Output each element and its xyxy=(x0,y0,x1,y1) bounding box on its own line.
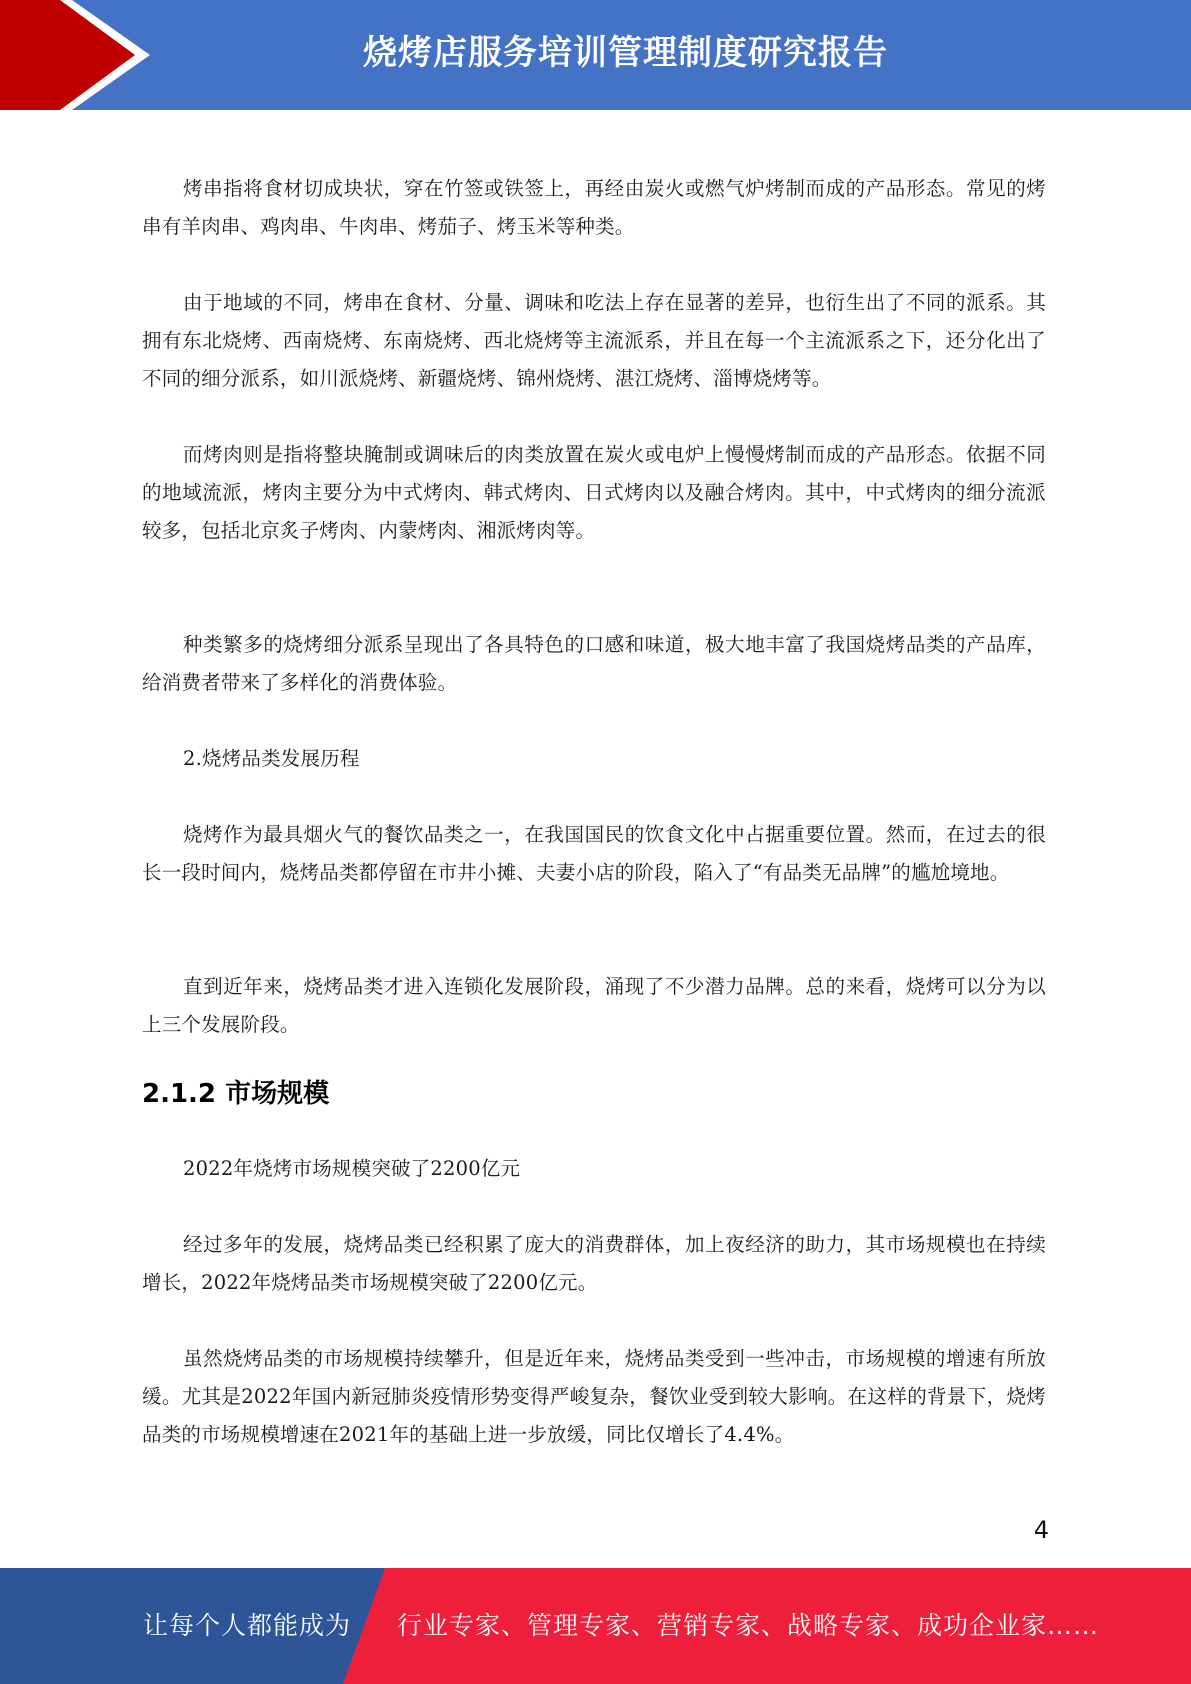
paragraph-growth-slowdown: 虽然烧烤品类的市场规模持续攀升，但是近年来，烧烤品类受到一些冲击，市场规模的增速有所放缓。尤其是2022年国内新冠肺炎疫情形势变得严峻复杂，餐饮业受到较大影响。在这样的背景下，烧烤品类的市场规模增速在2021年的基础上进一步放缓，同比仅增长了4.4%。 xyxy=(142,1347,1046,1446)
paragraph-skewers: 烤串指将食材切成块状，穿在竹签或铁签上，再经由炭火或燃气炉烤制而成的产品形态。常见的烤串有羊肉串、鸡肉串、牛肉串、烤茄子、烤玉米等种类。 xyxy=(142,177,1046,238)
page-number: 4 xyxy=(1033,1516,1049,1544)
paragraph-market-size-summary: 2022年烧烤市场规模突破了2200亿元 xyxy=(183,1157,521,1180)
footer-slogan-left: 让每个人都能成为 xyxy=(143,1611,352,1640)
header-banner xyxy=(0,0,1191,110)
paragraph-variety: 种类繁多的烧烤细分派系呈现出了各具特色的口感和味道，极大地丰富了我国烧烤品类的产品库，给消费者带来了多样化的消费体验。 xyxy=(142,633,1046,694)
paragraph-history: 烧烤作为最具烟火气的餐饮品类之一，在我国国民的饮食文化中占据重要位置。然而，在过去的很长一段时间内，烧烤品类都停留在市井小摊、夫妻小店的阶段，陷入了“有品类无品牌”的尴尬境地。 xyxy=(142,823,1046,884)
subsection-title: 2.烧烤品类发展历程 xyxy=(183,747,360,770)
section-heading: 2.1.2 市场规模 xyxy=(142,1079,330,1109)
paragraph-regional-styles: 由于地域的不同，烤串在食材、分量、调味和吃法上存在显著的差异，也衍生出了不同的派系。其拥有东北烧烤、西南烧烤、东南烧烤、西北烧烤等主流派系，并且在每一个主流派系之下，还分化出了不同的细分派系，如川派烧烤、新疆烧烤、锦州烧烤、湛江烧烤、淄博烧烤等。 xyxy=(142,291,1046,390)
footer-slogan-right: 行业专家、管理专家、营销专家、战略专家、成功企业家…… xyxy=(397,1611,1100,1640)
footer-banner xyxy=(0,1568,1191,1684)
paragraph-market-growth: 经过多年的发展，烧烤品类已经积累了庞大的消费群体，加上夜经济的助力，其市场规模也在持续增长，2022年烧烤品类市场规模突破了2200亿元。 xyxy=(142,1233,1046,1294)
paragraph-grilled-meat: 而烤肉则是指将整块腌制或调味后的肉类放置在炭火或电炉上慢慢烤制而成的产品形态。依据不同的地域流派，烤肉主要分为中式烤肉、韩式烤肉、日式烤肉以及融合烤肉。其中，中式烤肉的细分流派较多，包括北京炙子烤肉、内蒙烤肉、湘派烤肉等。 xyxy=(142,443,1046,542)
document-title: 烧烤店服务培训管理制度研究报告 xyxy=(363,33,888,73)
document-body xyxy=(142,170,1046,1454)
paragraph-chain-stage: 直到近年来，烧烤品类才进入连锁化发展阶段，涌现了不少潜力品牌。总的来看，烧烤可以分为以上三个发展阶段。 xyxy=(142,975,1046,1036)
